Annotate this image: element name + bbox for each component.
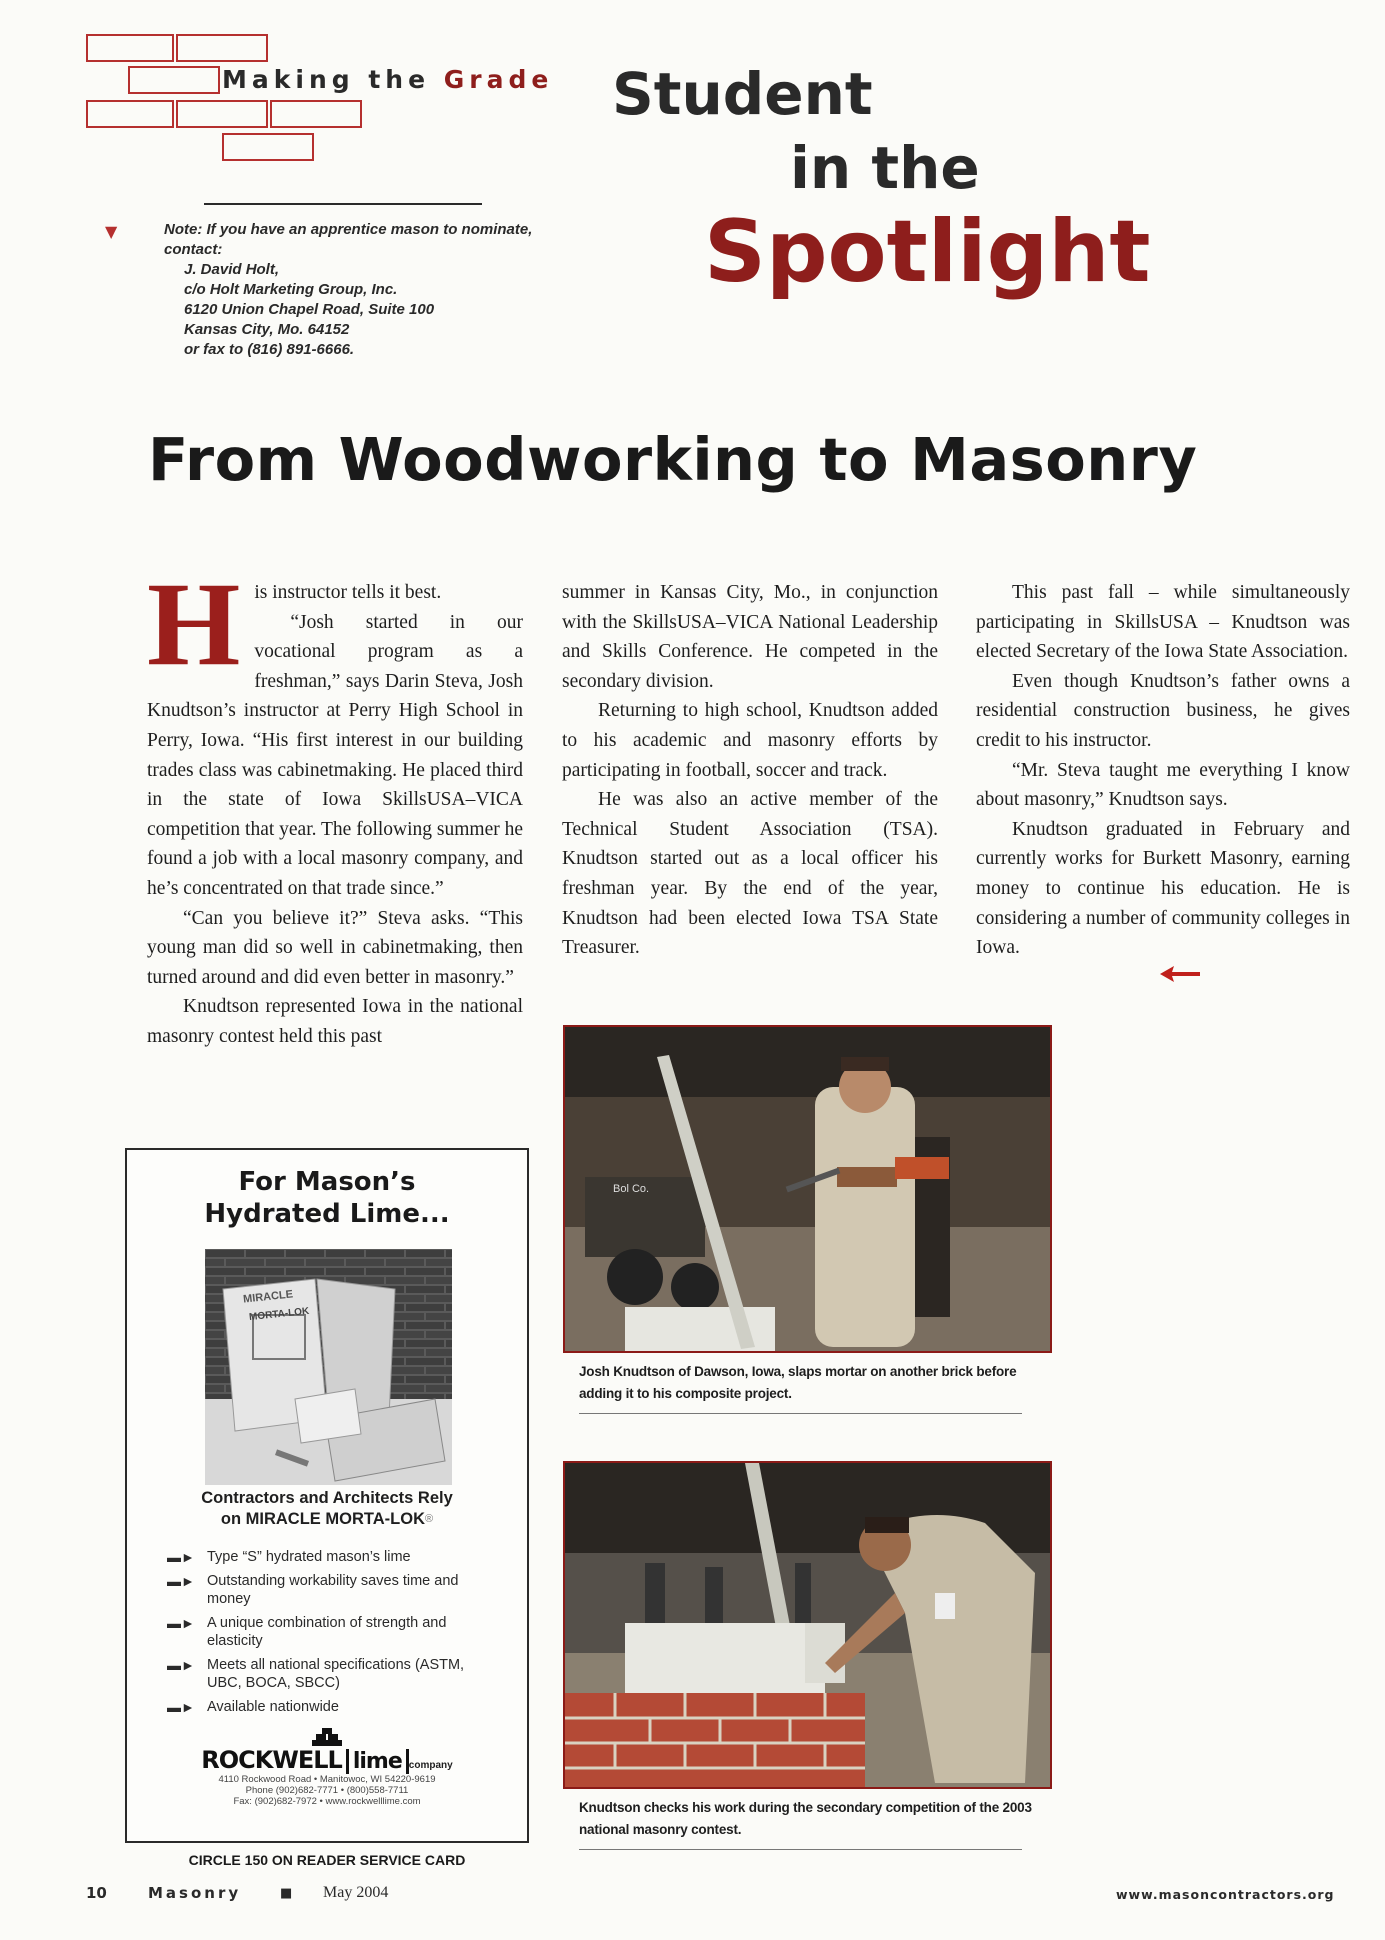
photo-caption-1: Josh Knudtson of Dawson, Iowa, slaps mortar on another brick before adding it to his composite project.: [579, 1364, 1017, 1401]
brick: [86, 34, 174, 62]
paragraph: “Can you believe it?” Steva asks. “This young man did so well in cabinetmaking, then turned around and did even better in masonry.”: [147, 907, 523, 988]
list-item: [167, 1548, 487, 1566]
reader-service-line: CIRCLE 150 ON READER SERVICE CARD: [188, 1852, 466, 1868]
paragraph: “Mr. Steva taught me everything I know about masonry,” Knudtson says.: [976, 759, 1350, 811]
caption-rule: [579, 1849, 1022, 1850]
note-label: Note: If you have an apprentice mason to nominate, contact:: [164, 221, 533, 258]
photo-caption-2: Knudtson checks his work during the secondary competition of the 2003 national masonry contest.: [579, 1800, 1032, 1837]
drop-cap: H: [147, 557, 241, 690]
ad-bullet-list: [167, 1548, 487, 1722]
bag-label: MORTA-LOK: [248, 1305, 310, 1324]
rockwell-logo: [127, 1728, 527, 1807]
brick: [128, 66, 220, 94]
logo-word: lime: [352, 1749, 402, 1774]
nomination-note: [164, 220, 544, 360]
ad-subheading: [127, 1488, 527, 1530]
list-item: [167, 1572, 487, 1608]
ad-title-line: For Mason’s: [238, 1167, 416, 1197]
paragraph: This past fall – while simultaneously participating in SkillsUSA – Knudtson was elected Secretary of the Iowa State Association.: [976, 582, 1350, 663]
website-link[interactable]: www.masoncontractors.org: [1116, 1887, 1335, 1902]
tool-label: Bol Co.: [613, 1183, 650, 1195]
note-name: J. David Holt,: [184, 261, 280, 278]
brick: [86, 100, 174, 128]
registered-mark: ®: [424, 1513, 434, 1525]
paragraph: is instructor tells it best.: [254, 582, 442, 603]
ad-sub-line: on MIRACLE MORTA-LOK: [220, 1510, 425, 1528]
note-fax: or fax to (816) 891-6666.: [184, 341, 355, 358]
article-column-3: [976, 578, 1350, 963]
advertisement: [125, 1148, 529, 1843]
paragraph: “Josh started in our vocational program as a freshman,” says Darin Steva, Josh Knudtson’s instructor at Perry High School in Perry, Iowa. “His first interest in our building trades class was cabinetmaking. He placed third in the state of Iowa SkillsUSA–VICA competition that year. The following summer he found a job with a local masonry company, and he’s concentrated on that trade since.”: [147, 611, 524, 899]
bullet-text: Available nationwide: [207, 1699, 339, 1715]
note-divider: [204, 203, 482, 205]
triangle-bullet-icon: ▼: [105, 222, 118, 241]
paragraph: summer in Kansas City, Mo., in conjunction with the SkillsUSA–VICA National Leadership and Skills Conference. He competed in the secondary division.: [562, 582, 938, 692]
list-item: [167, 1656, 487, 1692]
ad-sub-line: Contractors and Architects Rely: [201, 1489, 453, 1507]
list-item: [167, 1698, 487, 1716]
note-city: Kansas City, Mo. 64152: [184, 321, 350, 338]
series-grade: Grade: [443, 65, 554, 94]
article-headline: From Woodworking to Masonry: [148, 425, 1198, 494]
logo-word: ROCKWELL: [201, 1746, 342, 1774]
arrow-bullet-icon: ▬►: [167, 1573, 195, 1589]
arrow-bullet-icon: ▬►: [167, 1699, 195, 1715]
ad-title: [127, 1166, 527, 1230]
bullet-text: A unique combination of strength and elasticity: [207, 1615, 447, 1649]
arrow-bullet-icon: ▬►: [167, 1657, 195, 1673]
ad-address: 4110 Rockwood Road • Manitowoc, WI 54220-9619: [218, 1774, 436, 1785]
brick: [176, 100, 268, 128]
note-street: 6120 Union Chapel Road, Suite 100: [184, 301, 435, 318]
logo-word: company: [408, 1760, 453, 1771]
title-student: Student: [612, 60, 873, 128]
series-prefix: Making the: [222, 65, 444, 94]
brick-stack-icon: [127, 1728, 527, 1746]
bag-label: MIRACLE: [242, 1288, 294, 1306]
paragraph: Returning to high school, Knudtson added to his academic and masonry efforts by participating in football, soccer and track.: [562, 700, 938, 781]
paragraph: Knudtson represented Iowa in the national masonry contest held this past: [147, 996, 523, 1047]
magazine-name: Masonry: [148, 1884, 242, 1902]
footer-separator: ■: [280, 1886, 293, 1901]
title-in-the: in the: [790, 134, 980, 202]
issue-date: May 2004: [323, 1884, 389, 1901]
ad-phone: Phone (902)682-7771 • (800)558-7711: [245, 1785, 409, 1796]
bullet-text: Type “S” hydrated mason’s lime: [207, 1549, 411, 1565]
series-title: [222, 65, 553, 94]
article-column-2: [562, 578, 938, 963]
ad-title-line: Hydrated Lime...: [204, 1199, 450, 1229]
ad-fax-web: Fax: (902)682-7972 • www.rockwelllime.com: [233, 1796, 421, 1807]
paragraph: Knudtson graduated in February and currently works for Burkett Masonry, earning money to continue his education. He is considering a number of community colleges in Iowa.: [976, 818, 1350, 959]
note-company: c/o Holt Marketing Group, Inc.: [184, 281, 398, 298]
paragraph: Even though Knudtson’s father owns a residential construction business, he gives credit to his instructor.: [976, 670, 1350, 751]
brick: [176, 34, 268, 62]
arrow-bullet-icon: ▬►: [167, 1615, 195, 1631]
contest-photo-1: [563, 1025, 1052, 1353]
contest-photo-2: [563, 1461, 1052, 1789]
bullet-text: Meets all national specifications (ASTM, UBC, BOCA, SBCC): [207, 1657, 465, 1691]
end-mark-icon: [1158, 964, 1202, 989]
title-spotlight: Spotlight: [704, 202, 1151, 302]
bullet-text: Outstanding workability saves time and money: [207, 1573, 459, 1607]
arrow-bullet-icon: ▬►: [167, 1549, 195, 1565]
list-item: [167, 1614, 487, 1650]
page-number: 10: [86, 1884, 107, 1902]
caption-rule: [579, 1413, 1022, 1414]
paragraph: He was also an active member of the Technical Student Association (TSA). Knudtson started out as a local officer his freshman year. By the end of the year, Knudtson had been elected Iowa TSA State Treasurer.: [562, 789, 938, 959]
article-column-1: [147, 557, 524, 1052]
brick: [222, 133, 314, 161]
brick: [270, 100, 362, 128]
product-photo: [205, 1249, 452, 1485]
